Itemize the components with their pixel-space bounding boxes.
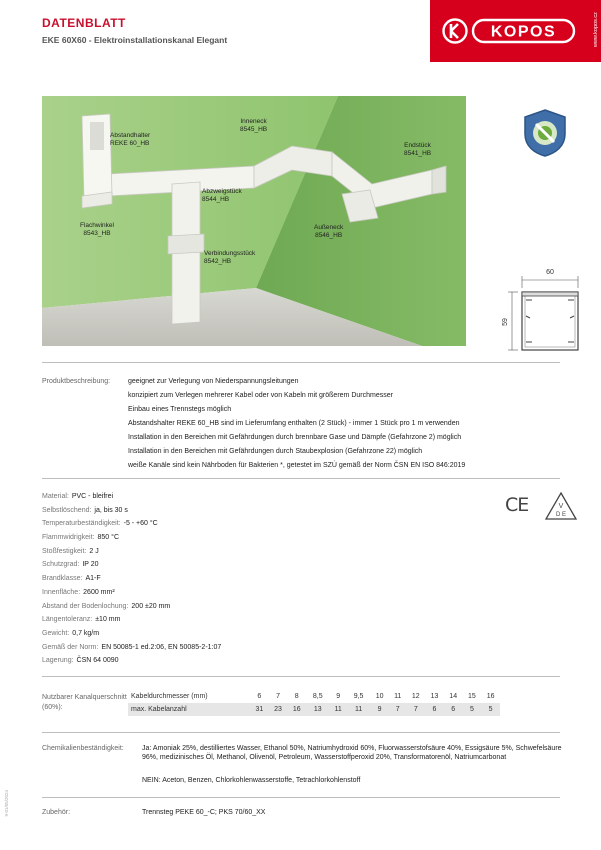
property-row: Material: PVC - bleifrei <box>42 493 114 500</box>
divider <box>42 732 560 733</box>
table-row: max. Kabelanzahl 31 23 16 13 11 11 9 7 7 6 6 5 5 <box>128 703 500 716</box>
callout-flachwinkel: Flachwinkel 8543_HB <box>80 222 114 237</box>
property-row: Stoßfestigkeit: 2 J <box>42 547 99 555</box>
cross-section-drawing <box>496 262 586 358</box>
property-row: Längentoleranz: ±10 mm <box>42 616 121 624</box>
header <box>0 0 601 60</box>
document-subtitle: EKE 60X60 - Elektroinstallationskanal Elegant <box>42 35 228 45</box>
description-line: Abstandshalter REKE 60_HB sind im Lieferumfang enthalten (2 Stück) - immer 1 Stück pro 1 m verwenden <box>128 420 460 427</box>
property-list <box>42 493 322 671</box>
svg-text:V: V <box>558 503 564 510</box>
property-row: Schutzgrad: IP 20 <box>42 561 99 569</box>
vde-mark-icon <box>544 491 578 521</box>
divider <box>42 797 560 798</box>
height-dimension: 59 <box>502 318 509 326</box>
callout-abstandhalter: Abstandhalter REKE 60_HB <box>110 132 151 147</box>
description-line: Installation in den Bereichen mit Gefährdungen durch Staubexplosion (Gefahrzone 22) möglich <box>128 448 423 455</box>
accessories-label: Zubehör: <box>42 809 71 816</box>
property-row: Innenfläche: 2600 mm² <box>42 588 115 596</box>
chemical-label: Chemikalienbeständigkeit: <box>42 745 124 752</box>
brand-url: www.kopos.cz <box>593 12 599 48</box>
description-line: geeignet zur Verlegung von Niederspannungsleitungen <box>128 378 299 385</box>
callout-inneneck: Inneneck 8545_HB <box>240 118 268 133</box>
property-row: Gewicht: 0,7 kg/m <box>42 629 100 637</box>
antibacterial-shield-icon <box>522 108 568 158</box>
description-line: Einbau eines Trennstegs möglich <box>128 406 232 413</box>
callout-verbindungsstueck: Verbindungsstück 8542_HB <box>204 250 256 265</box>
property-row: Lagerung: ČSN 64 0090 <box>42 657 119 665</box>
document-title: DATENBLATT <box>42 16 126 30</box>
description-list <box>128 378 528 476</box>
ce-mark-icon: CE <box>505 494 529 516</box>
brand-banner <box>430 0 601 62</box>
callout-aussenneck: Außeneck 8546_HB <box>314 224 344 239</box>
property-row: Temperaturbeständigkeit: -5 - +60 °C <box>42 520 158 528</box>
divider <box>42 478 560 479</box>
description-line: Installation in den Bereichen mit Gefährdungen durch brennbare Gase und Dämpfe (Gefahrzone 2) möglich <box>128 434 462 441</box>
svg-text:D E: D E <box>555 512 567 518</box>
property-row: Flammwidrigkeit: 850 °C <box>42 534 119 542</box>
table-row: Kabeldurchmesser (mm) 6 7 8 8,5 9 9,5 10 11 12 13 14 15 16 <box>131 693 495 700</box>
document-code: 9-01/05/2024 <box>4 790 9 817</box>
chemical-yes: Ja: Amoniak 25%, destilliertes Wasser, Ethanol 50%, Natriumhydroxid 60%, Fluorwasserstofsäure 40%, Essigsäure 5%, Schwefelsäure 96%, medizinisches Öl, Methanol, Olivenöl, Petroleum, Wasserstoffperoxid 20%, Transformatorenöl, Natriumcarbonat <box>142 745 562 761</box>
callout-endstueck: Endstück 8541_HB <box>404 142 432 157</box>
brand-name: KOPOS <box>490 23 557 41</box>
property-row: Selbstlöschend: ja, bis 30 s <box>42 506 128 514</box>
callout-abzweigstueck: Abzweigstück 8544_HB <box>202 188 242 203</box>
description-label: Produktbeschreibung: <box>42 378 111 385</box>
description-line: weiße Kanäle sind kein Nährboden für Bakterien *, getestet im SZÚ gemäß der Norm ČSN EN ISO 846:2019 <box>128 462 466 469</box>
property-row: Gemäß der Norm: EN 50085-1 ed.2:06, EN 50085-2-1:07 <box>42 643 222 651</box>
divider <box>42 362 560 363</box>
accessories-value: Trennsteg PEKE 60_-C; PKS 70/60_XX <box>142 809 266 816</box>
chemical-no: NEIN: Aceton, Benzen, Chlorkohlenwasserstoffe, Tetrachlorkohlenstoff <box>142 777 361 784</box>
description-line: konzipiert zum Verlegen mehrerer Kabel oder von Kabeln mit größerem Durchmesser <box>128 392 393 399</box>
product-photo <box>42 96 466 346</box>
capacity-table <box>128 690 500 716</box>
property-row: Brandklasse: A1-F <box>42 575 101 583</box>
width-dimension: 60 <box>546 269 554 276</box>
property-row: Abstand der Bodenlochung: 200 ±20 mm <box>42 602 171 610</box>
capacity-label: Nutzbarer Kanalquerschnitt (60%): <box>42 694 127 711</box>
divider <box>42 676 560 677</box>
kopos-logo <box>442 18 576 44</box>
